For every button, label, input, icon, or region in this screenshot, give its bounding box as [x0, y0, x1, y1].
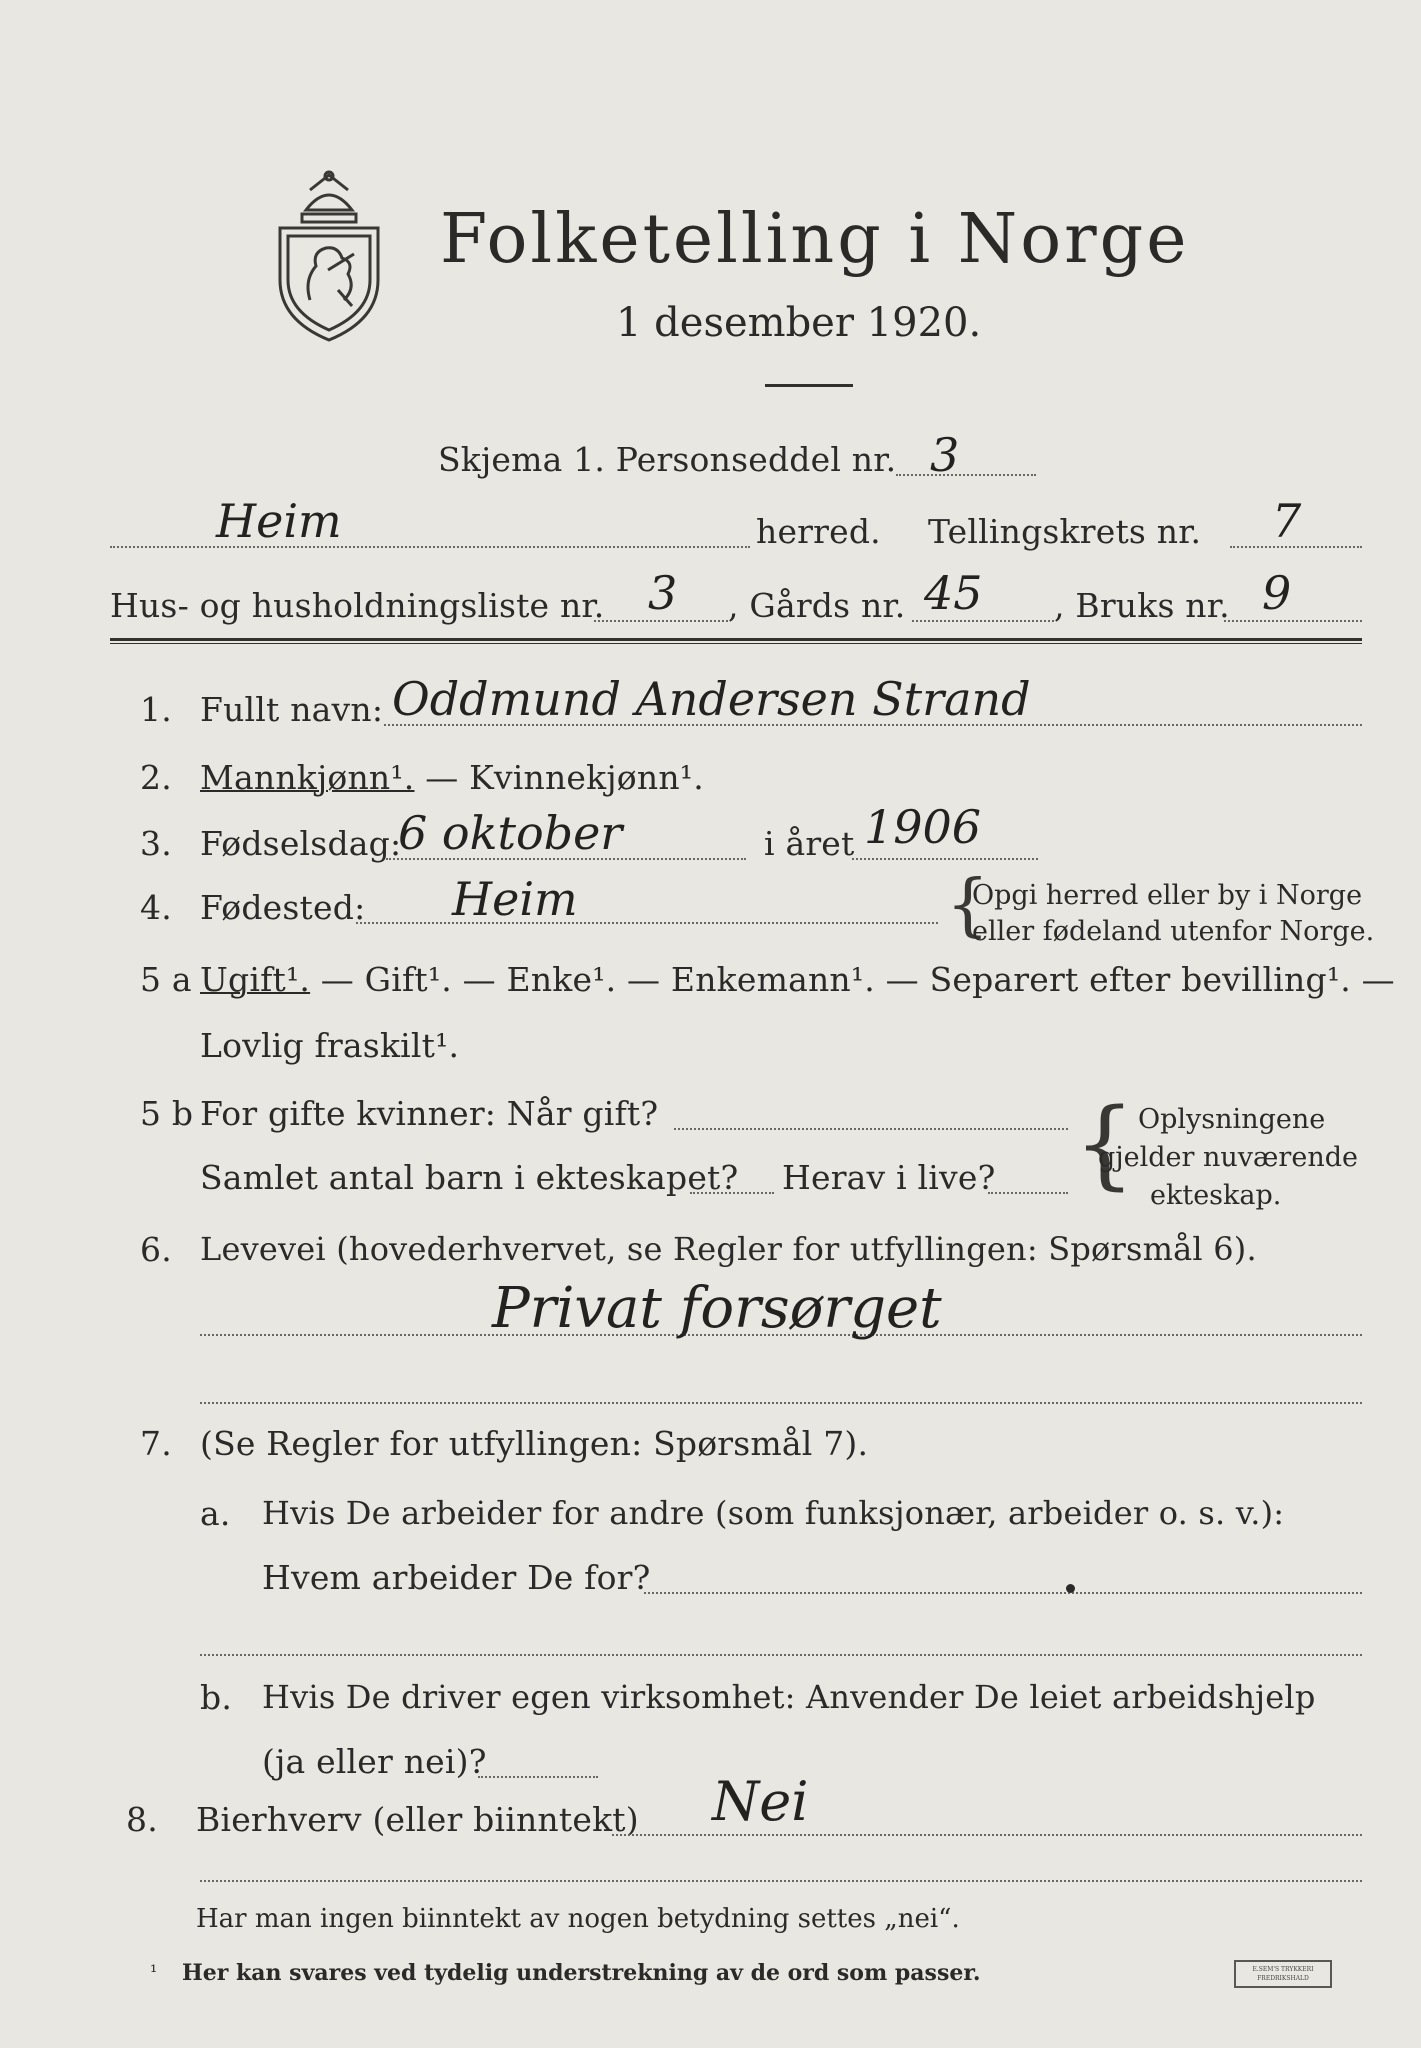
- header-rule-top: [110, 638, 1362, 641]
- footer-note: Har man ingen biinntekt av nogen betydning settes „nei“.: [196, 1904, 960, 1934]
- q5a-number: 5 a: [140, 960, 192, 999]
- q4-brace: {: [946, 866, 990, 945]
- q1-label: Fullt navn:: [200, 690, 384, 729]
- footnote-text: Her kan svares ved tydelig understrekning av de ord som passer.: [182, 1960, 981, 1986]
- q7a-text: Hvis De arbeider for andre (som funksjonær, arbeider o. s. v.):: [262, 1494, 1285, 1532]
- q5b-note-line2: gjelder nuværende: [1098, 1142, 1358, 1173]
- gards-dotted-line: [912, 620, 1054, 622]
- herred-dotted-line: [110, 546, 750, 548]
- q6-dotted-line-2: [200, 1402, 1362, 1404]
- q5b-label-married: For gifte kvinner: Når gift?: [200, 1094, 659, 1133]
- q5b-married-dotted-line: [674, 1128, 1068, 1130]
- bruks-dotted-line: [1224, 620, 1362, 622]
- bruks-label: , Bruks nr.: [1054, 586, 1230, 625]
- q4-note-line1: Opgi herred eller by i Norge: [972, 880, 1363, 911]
- q7-label: (Se Regler for utfyllingen: Spørsmål 7).: [200, 1424, 869, 1463]
- q5b-alive-dotted-line: [988, 1192, 1068, 1194]
- q7b-text: Hvis De driver egen virksomhet: Anvender De leiet arbeidshjelp: [262, 1678, 1316, 1716]
- q3-number: 3.: [140, 824, 172, 863]
- ink-dot: [1066, 1584, 1075, 1593]
- q3-year-dotted-line: [852, 858, 1038, 860]
- personseddel-dotted-line: [896, 474, 1036, 476]
- q5b-label-alive: Herav i live?: [782, 1158, 996, 1197]
- personseddel-number: 3: [930, 428, 960, 482]
- q5a-ugift-option: Ugift¹.: [200, 960, 311, 999]
- printer-stamp: E.SEM'S TRYKKERI FREDRIKSHALD: [1234, 1960, 1332, 1988]
- herred-value: Heim: [216, 494, 342, 548]
- q5b-brace: {: [1074, 1088, 1136, 1200]
- tellingskrets-value: 7: [1272, 494, 1302, 548]
- q4-dotted-line: [356, 922, 938, 924]
- q4-number: 4.: [140, 888, 172, 927]
- q7b-letter: b.: [200, 1678, 233, 1717]
- husholdningsliste-dotted-line: [594, 620, 728, 622]
- q5a-fraskilt-option: Lovlig fraskilt¹.: [200, 1026, 460, 1065]
- q7b-question: (ja eller nei)?: [262, 1742, 487, 1781]
- q5a-text: [200, 960, 1395, 999]
- herred-label: herred.: [756, 512, 881, 551]
- q6-label: Levevei (hovederhvervet, se Regler for utfyllingen: Spørsmål 6).: [200, 1230, 1257, 1268]
- q7b-dotted-line: [478, 1776, 598, 1778]
- footnote-mark: ¹: [150, 1962, 158, 1983]
- q3-birth-date: 6 oktober: [398, 806, 623, 860]
- q7a-question: Hvem arbeider De for?: [262, 1558, 651, 1597]
- q1-number: 1.: [140, 690, 172, 729]
- q1-full-name: Oddmund Andersen Strand: [392, 672, 1031, 726]
- husholdningsliste-label: Hus- og husholdningsliste nr.: [110, 586, 605, 625]
- q8-label: Bierhverv (eller biinntekt): [196, 1800, 639, 1839]
- q2-kvinnekjonn-option: — Kvinnekjønn¹.: [414, 758, 704, 797]
- q5b-label-children: Samlet antal barn i ekteskapet?: [200, 1158, 739, 1197]
- q7a-letter: a.: [200, 1494, 231, 1533]
- bruks-value: 9: [1262, 566, 1292, 620]
- form-date: 1 desember 1920.: [616, 300, 982, 346]
- husholdningsliste-value: 3: [648, 566, 678, 620]
- q5b-children-dotted-line: [690, 1192, 774, 1194]
- q8-number: 8.: [126, 1800, 158, 1839]
- q4-note-line2: eller fødeland utenfor Norge.: [972, 916, 1375, 947]
- q2-text: [200, 758, 704, 797]
- q2-number: 2.: [140, 758, 172, 797]
- header-rule-bottom: [110, 643, 1362, 644]
- title-divider: [765, 384, 853, 387]
- q6-occupation: Privat forsørget: [492, 1276, 942, 1341]
- q5b-number: 5 b: [140, 1094, 194, 1133]
- q3-birth-year: 1906: [864, 800, 982, 854]
- tellingskrets-label: Tellingskrets nr.: [928, 512, 1202, 551]
- q3-year-label: i året: [764, 824, 855, 863]
- q7-number: 7.: [140, 1424, 172, 1463]
- q8-dotted-line-1: [612, 1834, 1362, 1836]
- skjema-label: Skjema 1. Personseddel nr.: [438, 440, 897, 479]
- q7a-dotted-line-1: [644, 1592, 1362, 1594]
- q5b-note-line1: Oplysningene: [1138, 1104, 1326, 1135]
- q4-label: Fødested:: [200, 888, 366, 927]
- norwegian-coat-of-arms-icon: [268, 170, 390, 345]
- q5a-other-options: — Gift¹. — Enke¹. — Enkemann¹. — Separert efter bevilling¹. —: [310, 960, 1395, 999]
- q6-number: 6.: [140, 1230, 172, 1269]
- q8-dotted-line-2: [200, 1880, 1362, 1882]
- form-title: Folketelling i Norge: [440, 200, 1190, 279]
- q7a-dotted-line-2: [200, 1654, 1362, 1656]
- gards-value: 45: [924, 566, 983, 620]
- q8-secondary-income: Nei: [712, 1770, 809, 1833]
- q5b-note-line3: ekteskap.: [1150, 1180, 1282, 1211]
- gards-label: , Gårds nr.: [728, 586, 906, 625]
- q4-birthplace: Heim: [452, 872, 578, 926]
- q2-mannkjonn-option: Mannkjønn¹.: [200, 758, 415, 797]
- q3-label: Fødselsdag:: [200, 824, 402, 863]
